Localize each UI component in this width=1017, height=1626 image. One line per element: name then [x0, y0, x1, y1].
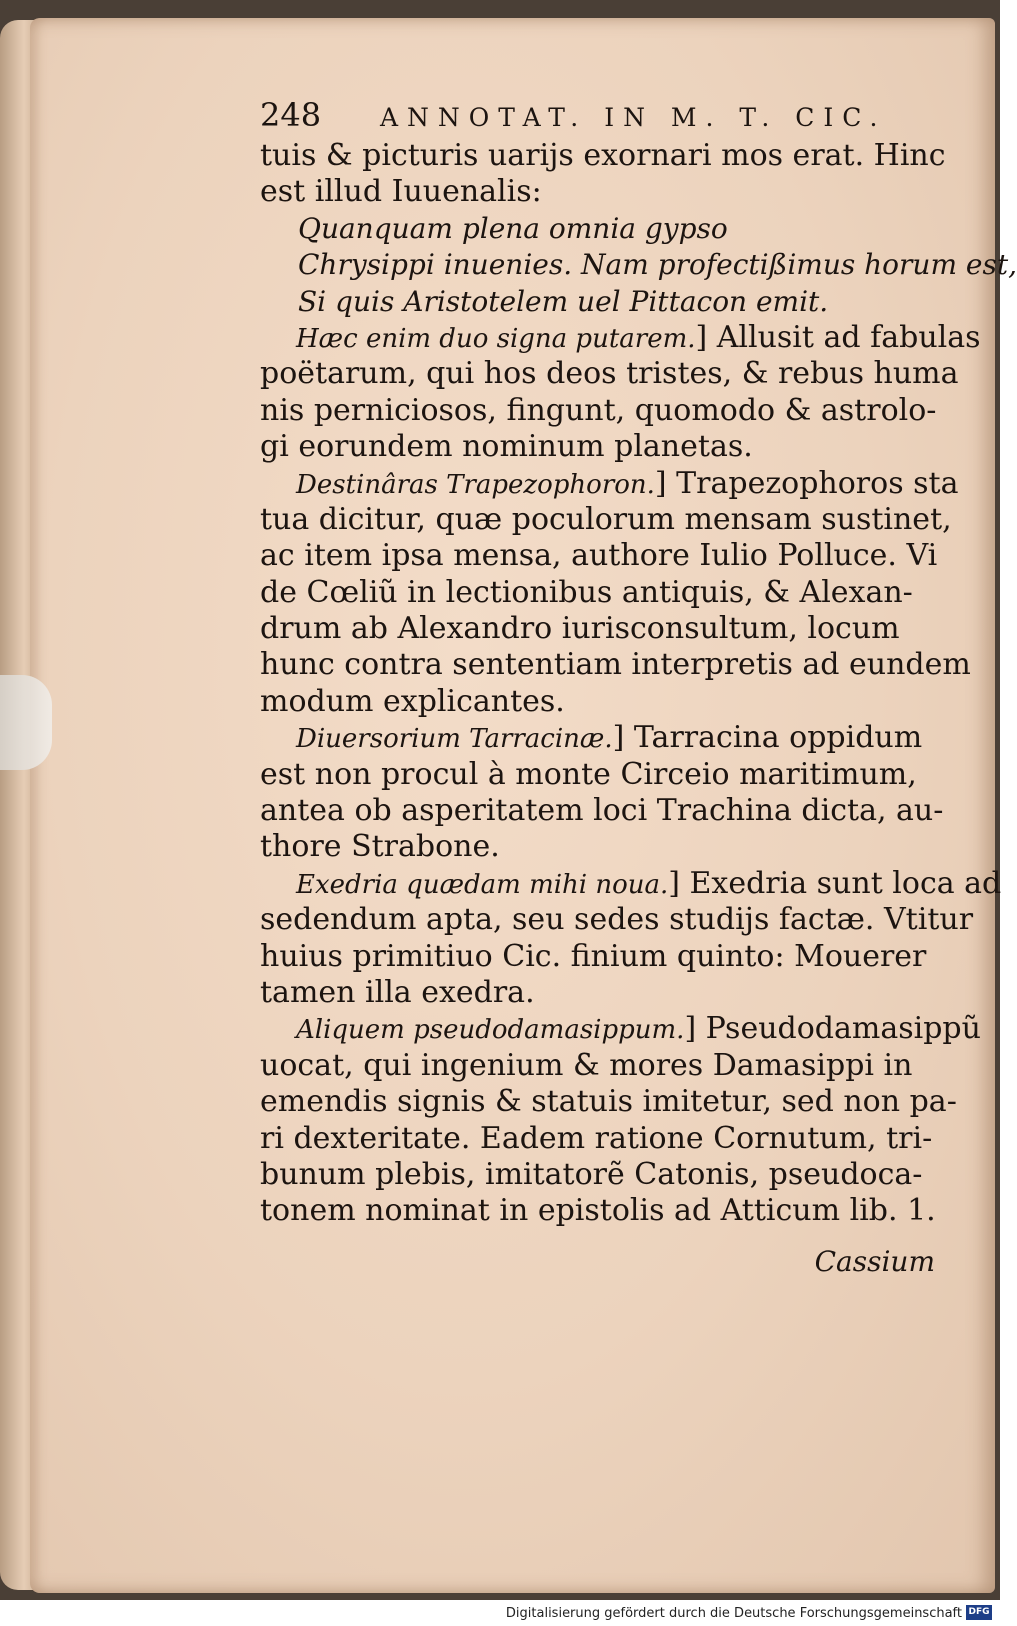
running-title: ANNOTAT. IN M. T. CIC. [380, 103, 887, 132]
page-tab-marker [0, 675, 52, 770]
lemma: Aliquem pseudodamasippum. [296, 1015, 685, 1046]
annotation-line: Aliquem pseudodamasippum.] Pseudodamasippũ [296, 1011, 981, 1047]
page-number: 248 [260, 96, 322, 134]
annotation-line: Hæc enim duo signa putarem.] Allusit ad fabulas [296, 319, 981, 355]
text-line: poëtarum, qui hos deos tristes, & rebus huma [260, 356, 959, 392]
text-line: modum explicantes. [260, 683, 565, 719]
catchword: Cassium [814, 1244, 935, 1278]
funding-credit: Digitalisierung gefördert durch die Deutsche Forschungsgemeinschaft [505, 1606, 962, 1621]
annotation-line: Diuersorium Tarracinæ.] Tarracina oppidum [296, 720, 923, 756]
text-line: emendis signis & statuis imitetur, sed non pa- [260, 1084, 957, 1120]
annotation-line: Destinâras Trapezophoron.] Trapezophoros sta [296, 465, 959, 501]
text-line: tamen illa exedra. [260, 974, 535, 1010]
lemma: Exedria quædam mihi noua. [296, 869, 669, 900]
text-line: drum ab Alexandro iurisconsultum, locum [260, 611, 900, 647]
text-line: ac item ipsa mensa, authore Iulio Polluce. Vi [260, 538, 938, 574]
text-line: huius primitiuo Cic. finium quinto: Mouerer [260, 938, 927, 974]
lemma: Hæc enim duo signa putarem. [296, 323, 696, 354]
text-line: thore Strabone. [260, 829, 500, 865]
text-line: antea ob asperitatem loci Trachina dicta, au- [260, 793, 944, 829]
text-line: tua dicitur, quæ poculorum mensam sustinet, [260, 501, 952, 537]
verse-line: Quanquam plena omnia gypso [298, 211, 728, 245]
text-line: tonem nominat in epistolis ad Atticum lib. 1. [260, 1193, 936, 1229]
text-line: nis perniciosos, fingunt, quomodo & astrolo- [260, 392, 937, 428]
lemma: Diuersorium Tarracinæ. [296, 724, 613, 755]
dfg-logo-icon: DFG [966, 1605, 992, 1620]
verse-line: Si quis Aristotelem uel Pittacon emit. [298, 284, 829, 318]
text-line: hunc contra sententiam interpretis ad eundem [260, 647, 971, 683]
page-text [260, 92, 1017, 1282]
text-line: bunum plebis, imitatorẽ Catonis, pseudoca- [260, 1156, 923, 1192]
text-line: uocat, qui ingenium & mores Damasippi in [260, 1047, 913, 1083]
text-line: sedendum apta, seu sedes studijs factæ. Vtitur [260, 902, 974, 938]
running-head [260, 92, 935, 138]
text-line: est illud Iuuenalis: [260, 174, 542, 210]
verse-line: Chrysippi inuenies. Nam profectißimus horum est, [298, 248, 1017, 282]
digitization-footer [0, 1600, 1000, 1626]
text-line: gi eorundem nominum planetas. [260, 429, 753, 465]
text-line: de Cœliũ in lectionibus antiquis, & Alexan- [260, 574, 913, 610]
text-line: est non procul à monte Circeio maritimum, [260, 756, 917, 792]
text-line: tuis & picturis uarijs exornari mos erat. Hinc [260, 138, 946, 173]
text-line: ri dexteritate. Eadem ratione Cornutum, tri- [260, 1120, 933, 1156]
annotation-line: Exedria quædam mihi noua.] Exedria sunt loca ad [296, 865, 1002, 901]
lemma: Destinâras Trapezophoron. [296, 469, 655, 500]
